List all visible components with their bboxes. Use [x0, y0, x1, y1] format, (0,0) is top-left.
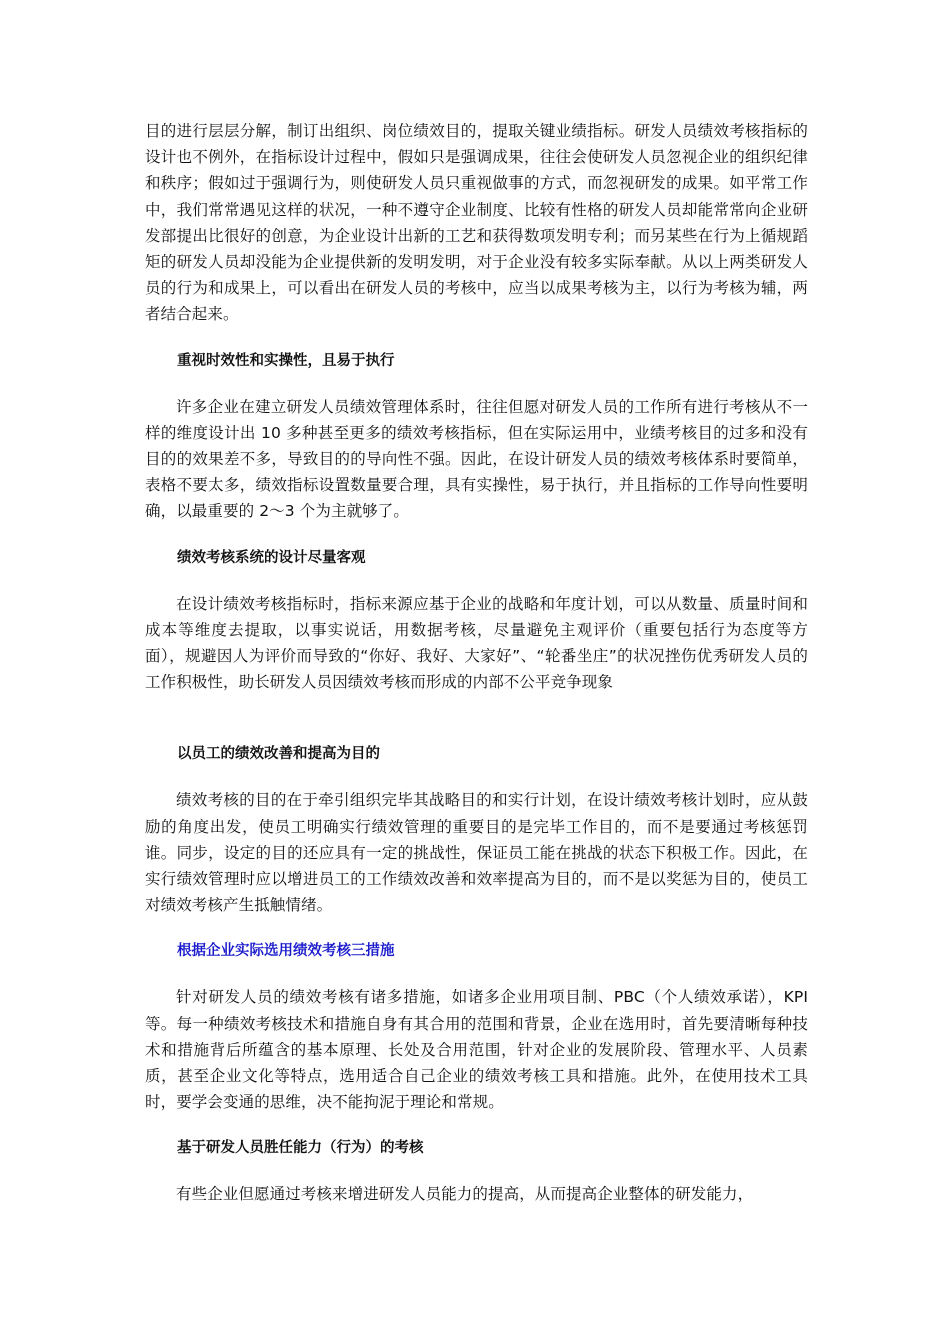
paragraph-results-vs-behavior: 目的进行层层分解，制订出组织、岗位绩效目的，提取关键业绩指标。研发人员绩效考核指标的设计也不例外，在指标设计过程中，假如只是强调成果，往往会使研发人员忽视企业的组织纪律和秩序；假如过于强调行为，则使研发人员只重视做事的方式，而忽视研发的成果。如平常工作中，我们常常遇见这样的状况，一种不遵守企业制度、比较有性格的研发人员却能常常向企业研发部提出比很好的创意，为企业设计出新的工艺和获得数项发明专利；而另某些在行为上循规蹈矩的研发人员却没能为企业提供新的发明发明，对于企业没有较多实际奉献。从以上两类研发人员的行为和成果上，可以看出在研发人员的考核中，应当以成果考核为主，以行为考核为辅，两者结合起来。 — [145, 122, 808, 324]
spacer — [145, 1161, 808, 1181]
paragraph-competency: 有些企业但愿通过考核来增进研发人员能力的提高，从而提高企业整体的研发能力， — [176, 1185, 754, 1204]
paragraph-timeliness: 许多企业在建立研发人员绩效管理体系时，往往但愿对研发人员的工作所有进行考核从不一样的维度设计出 10 多种甚至更多的绩效考核指标，但在实际运用中，业绩考核目的过多和没有目的的效果差不多，导致目的的导向性不强。因此，在设计研发人员的绩效考核体系时要简单，表格不要太多，绩效指标设置数量要合理，具有实操性，易于执行，并且指标的工作导向性要明确，以最重要的 2～3 个为主就够了。 — [145, 397, 808, 521]
spacer — [145, 964, 808, 984]
spacer — [145, 767, 808, 787]
spacer — [145, 525, 808, 545]
paragraph-improvement: 绩效考核的目的在于牵引组织完毕其战略目的和实行计划，在设计绩效考核计划时，应从鼓励的角度出发，使员工明确实行绩效管理的重要目的是完毕工作目的，而不是要通过考核惩罚谁。同步，设定的目的还应具有一定的挑战性，保证员工能在挑战的状态下积极工作。因此，在实行绩效管理时应以增进员工的工作绩效改善和效率提高为目的，而不是以奖惩为目的，使员工对绩效考核产生抵触情绪。 — [145, 791, 808, 915]
spacer — [145, 374, 808, 394]
paragraph-objectivity: 在设计绩效考核指标时，指标来源应基于企业的战略和年度计划，可以从数量、质量时间和成本等维度去提取，以事实说话，用数据考核，尽量避免主观评价（重要包括行为态度等方面），规避因人为评价而导致的“你好、我好、大家好”、“轮番坐庄”的状况挫伤优秀研发人员的工作积极性，助长研发人员因绩效考核而形成的内部不公平竞争现象 — [145, 594, 808, 692]
section-heading-methods: 根据企业实际选用绩效考核三措施 — [177, 943, 395, 960]
spacer — [145, 1115, 808, 1135]
spacer — [145, 328, 808, 348]
spacer — [145, 918, 808, 938]
section-heading-objectivity: 绩效考核系统的设计尽量客观 — [177, 549, 366, 566]
section-heading-improvement: 以员工的绩效改善和提高为目的 — [177, 746, 380, 763]
section-heading-competency: 基于研发人员胜任能力（行为）的考核 — [177, 1140, 424, 1157]
paragraph-methods: 针对研发人员的绩效考核有诸多措施，如诸多企业用项目制、PBC（个人绩效承诺），KPI 等。每一种绩效考核技术和措施自身有其合用的范围和背景，企业在选用时，首先要清晰每种技术和措施背后所蕴含的基本原理、长处及合用范围，针对企业的发展阶段、管理水平、人员素质，甚至企业文化等特点，选用适合自己企业的绩效考核工具和措施。此外，在使用技术工具时，要学会变通的思维，决不能拘泥于理论和常规。 — [145, 988, 808, 1112]
spacer — [145, 571, 808, 591]
section-heading-timeliness: 重视时效性和实操性，且易于执行 — [177, 352, 395, 369]
spacer — [145, 695, 808, 741]
document-body — [145, 118, 808, 1208]
